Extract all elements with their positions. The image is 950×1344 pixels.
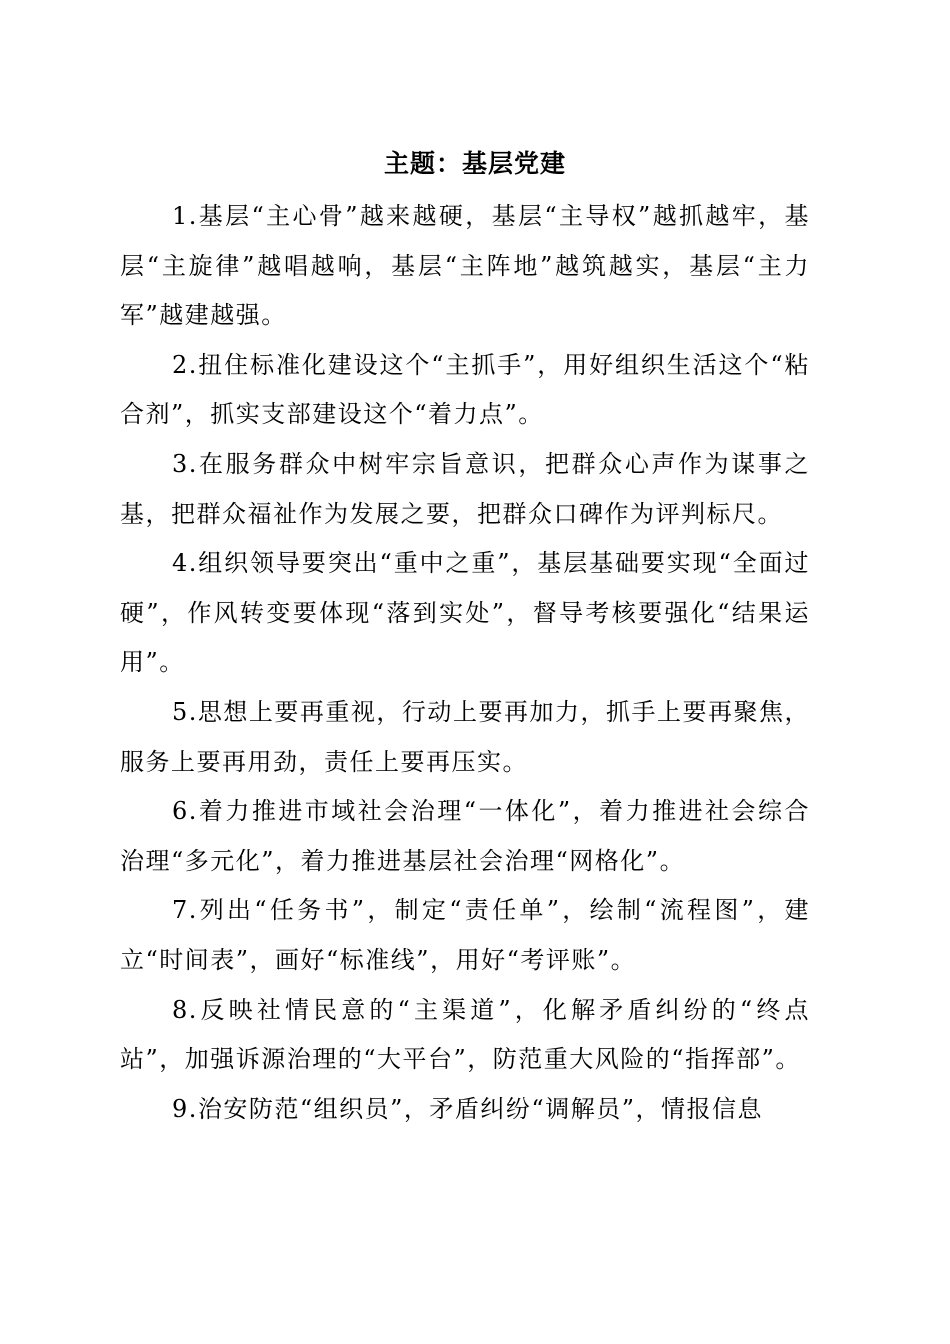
paragraph-3: 3.在服务群众中树牢宗旨意识，把群众心声作为谋事之基，把群众福祉作为发展之要，把群众口碑作为评判标尺。 (120, 449, 810, 528)
paragraph-1: 1.基层“主心骨”越来越硬，基层“主导权”越抓越牢，基层“主旋律”越唱越响，基层“主阵地”越筑越实，基层“主力军”越建越强。 (120, 202, 810, 330)
paragraph-5: 5.思想上要再重视，行动上要再加力，抓手上要再聚焦，服务上要再用劲，责任上要再压实。 (120, 697, 810, 776)
document-body (120, 192, 810, 1134)
paragraph-4: 4.组织领导要突出“重中之重”，基层基础要实现“全面过硬”，作风转变要体现“落到实处”，督导考核要强化“结果运用”。 (120, 549, 810, 677)
paragraph-8: 8.反映社情民意的“主渠道”，化解矛盾纠纷的“终点站”，加强诉源治理的“大平台”，防范重大风险的“指挥部”。 (120, 995, 810, 1074)
paragraph-2: 2.扭住标准化建设这个“主抓手”，用好组织生活这个“粘合剂”，抓实支部建设这个“着力点”。 (120, 350, 810, 429)
document-title: 主题：基层党建 (383, 149, 566, 178)
paragraph-6: 6.着力推进市域社会治理“一体化”，着力推进社会综合治理“多元化”，着力推进基层社会治理“网格化”。 (120, 797, 810, 875)
paragraph-7: 7.列出“任务书”，制定“责任单”，绘制“流程图”，建立“时间表”，画好“标准线”，用好“考评账”。 (120, 896, 810, 974)
paragraph-9: 9.治安防范“组织员”，矛盾纠纷“调解员”，情报信息 (172, 1094, 763, 1123)
